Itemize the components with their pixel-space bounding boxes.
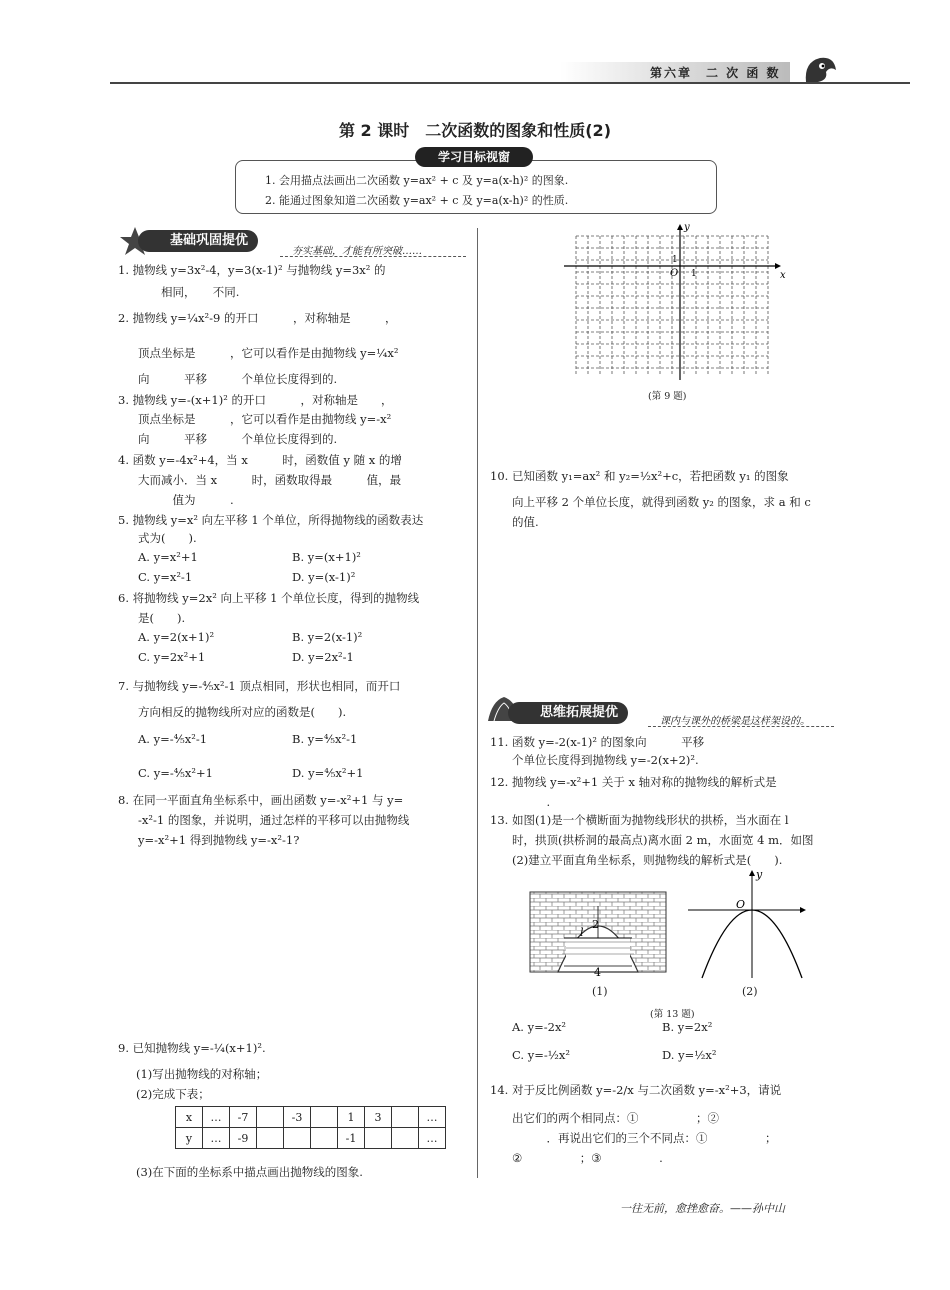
q9-table (175, 1106, 446, 1149)
q8-line: y=-x²+1 得到抛物线 y=-x²-1? (138, 833, 300, 847)
q13-line: (2)建立平面直角坐标系，则抛物线的解析式是( ). (512, 853, 783, 867)
table-cell[interactable] (311, 1128, 338, 1149)
q14-line: 14. 对于反比例函数 y=-2/x 与二次函数 y=-x²+3，请说 (490, 1083, 782, 1097)
q3-line: 顶点坐标是 ，它可以看作是由抛物线 y=-x² (138, 412, 392, 426)
table-cell[interactable] (365, 1128, 392, 1149)
origin-label: O (736, 898, 746, 911)
q7-option: C. y=-⁴⁄₅x²+1 (138, 766, 213, 780)
q12-line: 12. 抛物线 y=-x²+1 关于 x 轴对称的抛物线的解析式是 (490, 775, 777, 789)
q13-line: 时，拱顶(拱桥洞的最高点)离水面 2 m，水面宽 4 m．如图 (512, 833, 814, 847)
q1-line: 1. 抛物线 y=3x²-4，y=3(x-1)² 与抛物线 y=3x² 的 (118, 263, 386, 277)
q2-line: 顶点坐标是 ，它可以看作是由抛物线 y=¼x² (138, 346, 399, 360)
section-rule (280, 256, 466, 257)
q7-line: 方向相反的抛物线所对应的函数是( ). (138, 705, 347, 719)
q6-line: 是( ). (138, 611, 186, 625)
q10-line: 的值. (512, 515, 539, 529)
section-badge-extension: 思维拓展提优 (508, 702, 628, 724)
q3-line: 3. 抛物线 y=-(x+1)² 的开口 ，对称轴是 ， (118, 393, 393, 407)
y-axis-label: y (684, 222, 690, 233)
q6-option: A. y=2(x+1)² (138, 630, 215, 644)
q14-line: 出它们的两个相同点：① ；② (512, 1111, 777, 1125)
unit-y-label: 1 (672, 255, 678, 265)
water-label: l (580, 926, 584, 939)
table-row (176, 1107, 446, 1128)
q6-option: B. y=2(x-1)² (292, 630, 363, 644)
column-divider (477, 228, 478, 1178)
q4-line: 大而减小．当 x 时，函数取得最 值，最 (138, 473, 402, 487)
unit-x-label: 1 (691, 269, 697, 279)
table-cell[interactable] (284, 1128, 311, 1149)
section-motto: 夯实基础，才能有所突破…… (292, 246, 422, 257)
q9-line: (2)完成下表； (136, 1087, 210, 1101)
y-axis-arrow-icon (749, 870, 755, 876)
q11-line: 个单位长度得到抛物线 y=-2(x+2)². (512, 753, 699, 767)
q11-line: 11. 函数 y=-2(x-1)² 的图象向 平移 (490, 735, 739, 749)
q2-line: 向 平移 个单位长度得到的. (138, 372, 338, 386)
table-cell: … (203, 1128, 230, 1149)
q9-line: (1)写出抛物线的对称轴； (136, 1067, 268, 1081)
table-cell: -7 (230, 1107, 257, 1128)
x-axis-arrow-icon (775, 263, 781, 269)
q13-caption: (第 13 题) (650, 1009, 695, 1020)
y-axis-label: y (756, 868, 763, 881)
q6-option: D. y=2x²-1 (292, 650, 354, 664)
lesson-title: 第 2 课时 二次函数的图象和性质(2) (338, 121, 612, 140)
header-rule (110, 82, 910, 84)
q8-line: -x²-1 的图象，并说明，通过怎样的平移可以由抛物线 (138, 813, 410, 827)
chapter-title: 第六章 二 次 函 数 (650, 66, 781, 80)
table-cell[interactable] (392, 1128, 419, 1149)
table-cell: x (176, 1107, 203, 1128)
origin-label: O (670, 268, 679, 279)
table-cell: … (419, 1107, 446, 1128)
table-cell[interactable] (257, 1128, 284, 1149)
mascot-icon (800, 52, 840, 88)
q9-line: 9. 已知抛物线 y=-¼(x+1)². (118, 1041, 266, 1055)
table-cell: 3 (365, 1107, 392, 1128)
q9-line: (3)在下面的坐标系中描点画出抛物线的图象. (136, 1165, 363, 1179)
section-motto: 课内与课外的桥梁是这样架设的。 (660, 716, 810, 727)
x-axis-label: x (780, 270, 786, 281)
q6-line: 6. 将抛物线 y=2x² 向上平移 1 个单位长度，得到的抛物线 (118, 591, 420, 605)
width-label: 4 (594, 966, 601, 979)
goal-item: 1. 会用描点法画出二次函数 y=ax² + c 及 y=a(x-h)² 的图象. (265, 174, 569, 187)
q13-parabola-figure (684, 868, 810, 980)
q9-caption: (第 9 题) (648, 391, 687, 402)
q2-line: 2. 抛物线 y=¼x²-9 的开口 ，对称轴是 ， (118, 311, 397, 325)
height-label: 2 (592, 918, 599, 931)
table-cell: … (203, 1107, 230, 1128)
y-axis-arrow-icon (677, 224, 683, 230)
q13-fig2-label: (2) (742, 985, 758, 998)
table-cell[interactable] (392, 1107, 419, 1128)
section-rule (648, 726, 834, 727)
q13-line: 13. 如图(1)是一个横断面为抛物线形状的拱桥，当水面在 l (490, 813, 789, 827)
q13-option: D. y=½x² (662, 1048, 717, 1062)
q7-option: A. y=-⁴⁄₅x²-1 (138, 732, 208, 746)
q13-option: C. y=-½x² (512, 1048, 570, 1062)
table-cell: y (176, 1128, 203, 1149)
table-cell: -3 (284, 1107, 311, 1128)
q6-option: C. y=2x²+1 (138, 650, 206, 664)
q13-option: B. y=2x² (662, 1020, 713, 1034)
footer-quote: 一往无前，愈挫愈奋。——孙中山 (620, 1202, 785, 1215)
table-cell: 1 (338, 1107, 365, 1128)
q5-option: D. y=(x-1)² (292, 570, 356, 584)
table-cell: -9 (230, 1128, 257, 1149)
table-cell[interactable] (311, 1107, 338, 1128)
table-cell[interactable] (257, 1107, 284, 1128)
q4-line: 4. 函数 y=-4x²+4，当 x 时，函数值 y 随 x 的增 (118, 453, 402, 467)
q10-line: 10. 已知函数 y₁=ax² 和 y₂=½x²+c，若把函数 y₁ 的图象 (490, 469, 789, 483)
table-cell: -1 (338, 1128, 365, 1149)
q12-line: . (512, 795, 551, 809)
q4-line: 值为 . (138, 493, 234, 507)
goal-item: 2. 能通过图象知道二次函数 y=ax² + c 及 y=a(x-h)² 的性质. (265, 194, 569, 207)
x-axis-arrow-icon (800, 907, 806, 913)
q7-option: D. y=⁴⁄₅x²+1 (292, 766, 364, 780)
q14-line: ② ；③ . (512, 1151, 663, 1165)
q3-line: 向 平移 个单位长度得到的. (138, 432, 338, 446)
section-badge-basic: 基础巩固提优 (138, 230, 258, 252)
q10-line: 向上平移 2 个单位长度，就得到函数 y₂ 的图象，求 a 和 c (512, 495, 811, 509)
table-row (176, 1128, 446, 1149)
q5-line: 式为( ). (138, 531, 197, 545)
q7-line: 7. 与抛物线 y=-⁴⁄₅x²-1 顶点相同，形状也相同，而开口 (118, 679, 401, 693)
q14-line: ．再说出它们的三个不同点：① ； (512, 1131, 777, 1145)
q9-coordinate-grid (560, 222, 790, 382)
q13-bridge-figure (528, 890, 668, 980)
q13-fig1-label: (1) (592, 985, 608, 998)
goals-badge: 学习目标视窗 (415, 147, 533, 167)
q5-option: C. y=x²-1 (138, 570, 193, 584)
q5-option: A. y=x²+1 (138, 550, 198, 564)
q1-line: 相同， 不同. (138, 285, 240, 299)
q8-line: 8. 在同一平面直角坐标系中，画出函数 y=-x²+1 与 y= (118, 793, 404, 807)
q5-option: B. y=(x+1)² (292, 550, 361, 564)
q7-option: B. y=⁴⁄₅x²-1 (292, 732, 358, 746)
q5-line: 5. 抛物线 y=x² 向左平移 1 个单位，所得抛物线的函数表达 (118, 513, 424, 527)
table-cell: … (419, 1128, 446, 1149)
q13-option: A. y=-2x² (512, 1020, 567, 1034)
